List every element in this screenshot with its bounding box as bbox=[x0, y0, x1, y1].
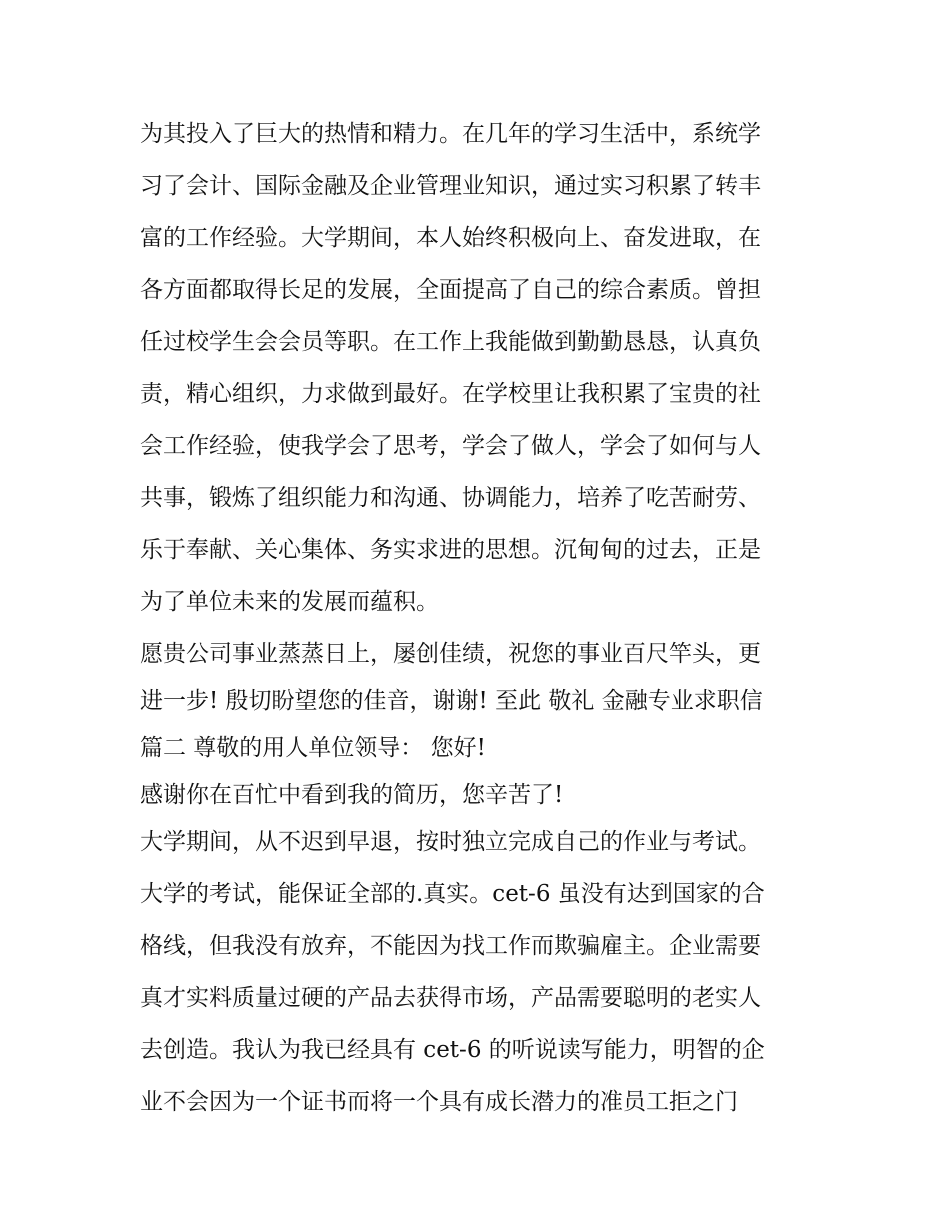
body-text bbox=[140, 108, 820, 1128]
text-line: 为了单位未来的发展而蕴积。 bbox=[140, 589, 439, 615]
text-line: 真才实料质量过硬的产品去获得市场，产品需要聪明的老实人 bbox=[140, 985, 761, 1011]
text-line: 责，精心组织，力求做到最好。在学校里让我积累了宝贵的社 bbox=[140, 381, 761, 407]
text-line: 任过校学生会会员等职。在工作上我能做到勤勤恳恳，认真负 bbox=[140, 329, 761, 355]
text-line: 业不会因为一个证书而将一个具有成长潜力的准员工拒之门 bbox=[140, 1089, 738, 1115]
text-line: 为其投入了巨大的热情和精力。在几年的学习生活中，系统学 bbox=[140, 121, 761, 147]
text-line: 各方面都取得长足的发展，全面提高了自己的综合素质。曾担 bbox=[140, 277, 761, 303]
text-line: 大学的考试，能保证全部的.真实。cet-6 虽没有达到国家的合 bbox=[140, 881, 765, 907]
text-line: 共事，锻炼了组织能力和沟通、协调能力，培养了吃苦耐劳、 bbox=[140, 485, 761, 511]
text-line: 格线，但我没有放弃，不能因为找工作而欺骗雇主。企业需要 bbox=[140, 933, 761, 959]
text-line: 愿贵公司事业蒸蒸日上，屡创佳绩，祝您的事业百尺竿头，更 bbox=[140, 641, 761, 667]
text-line: 去创造。我认为我已经具有 cet-6 的听说读写能力，明智的企 bbox=[140, 1037, 765, 1063]
text-line: 进一步! 殷切盼望您的佳音，谢谢! 至此 敬礼 金融专业求职信 bbox=[140, 688, 763, 714]
text-line: 感谢你在百忙中看到我的简历，您辛苦了! bbox=[140, 782, 564, 808]
text-line: 富的工作经验。大学期间，本人始终积极向上、奋发进取，在 bbox=[140, 225, 761, 251]
text-line: 会工作经验，使我学会了思考，学会了做人，学会了如何与人 bbox=[140, 433, 761, 459]
text-line: 习了会计、国际金融及企业管理业知识，通过实习积累了转丰 bbox=[140, 173, 761, 199]
text-line: 乐于奉献、关心集体、务实求进的思想。沉甸甸的过去，正是 bbox=[140, 537, 761, 563]
text-line: 篇二 尊敬的用人单位领导： 您好! bbox=[140, 735, 486, 761]
text-line: 大学期间，从不迟到早退，按时独立完成自己的作业与考试。 bbox=[140, 829, 761, 855]
